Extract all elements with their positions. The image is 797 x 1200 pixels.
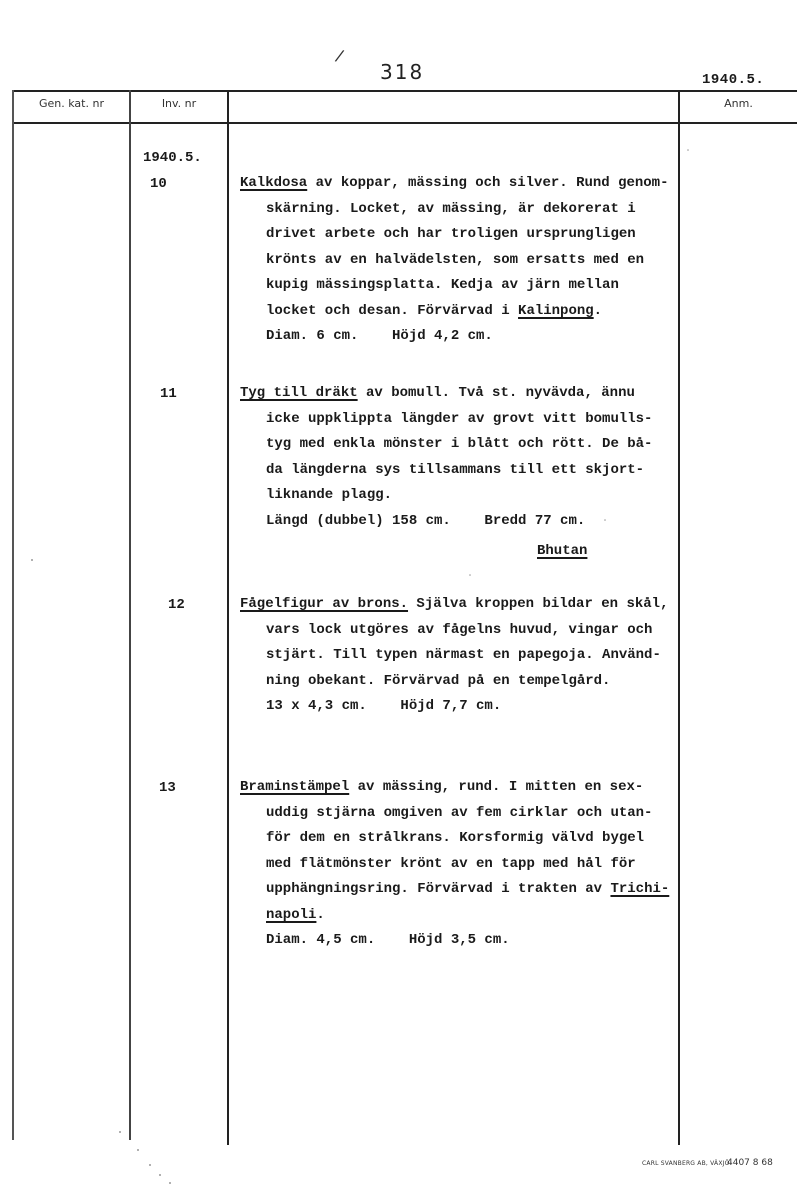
entry-description — [240, 592, 700, 720]
entry-title: Fågelfigur av brons. — [240, 596, 409, 612]
entry-text: upphängningsring. Förvärvad i trakten av — [266, 881, 611, 897]
entry-line: drivet arbete och har troligen ursprungligen — [266, 226, 636, 242]
entry-line — [240, 592, 700, 618]
entry-place: Kalinpong — [518, 302, 594, 319]
inv-number: 13 — [159, 780, 176, 796]
table-left-border — [12, 90, 14, 1140]
page-mark: / — [333, 45, 346, 66]
entry-text: locket och desan. Förvärvad i — [266, 302, 519, 319]
entry-text: . — [593, 302, 603, 319]
entry-line — [240, 381, 700, 407]
entry-line — [240, 877, 700, 903]
entry-dimensions: Längd (dubbel) 158 cm. Bredd 77 cm. — [266, 512, 586, 529]
entry-line: uddig stjärna omgiven av fem cirklar och utan- — [266, 804, 653, 821]
header-inv-nr: Inv. nr — [161, 97, 197, 110]
entry-line — [240, 299, 700, 325]
entry-description — [240, 381, 700, 534]
entry-text: . — [316, 906, 325, 923]
entry-title: Braminstämpel — [240, 779, 350, 795]
entry-text: Själva kroppen bildar en skål, — [408, 596, 669, 612]
entry-line: skärning. Locket, av mässing, är dekorerat i — [266, 200, 636, 217]
entry-text: av koppar, mässing och silver. Rund genom- — [307, 175, 669, 191]
header-anm: Anm. — [724, 97, 753, 110]
header-gen-kat-nr: Gen. kat. nr — [39, 97, 104, 110]
accession-header: 1940.5. — [702, 72, 765, 88]
printer-imprint: CARL SVANBERG AB, VÄXJÖ — [642, 1160, 730, 1167]
column-divider-gen-inv — [129, 90, 131, 1140]
entry-line: tyg med enkla mönster i blått och rött. De bå- — [266, 436, 653, 452]
entry-place-continued: napoli — [266, 906, 317, 923]
entry-description — [240, 171, 700, 350]
entry-line — [240, 775, 700, 801]
inventory-year: 1940.5. — [143, 150, 202, 166]
entry-dimensions: 13 x 4,3 cm. Höjd 7,7 cm. — [266, 698, 502, 714]
inv-number: 10 — [150, 176, 167, 192]
entry-line: icke uppklippta längder av grovt vitt bomulls- — [266, 410, 653, 427]
entry-text: av mässing, rund. I mitten en sex- — [349, 779, 644, 795]
inv-number: 12 — [168, 597, 185, 613]
entry-line: för dem en strålkrans. Korsformig välvd bygel — [266, 830, 645, 846]
entry-place: Bhutan — [537, 543, 588, 559]
entry-line: med flätmönster krönt av en tapp med hål för — [266, 855, 636, 872]
entry-description — [240, 775, 700, 954]
entry-line: da längderna sys tillsammans till ett skjort- — [266, 461, 645, 478]
entry-dimensions: Diam. 4,5 cm. Höjd 3,5 cm. — [266, 932, 510, 948]
entry-dimensions: Diam. 6 cm. Höjd 4,2 cm. — [266, 328, 493, 344]
entry-line: vars lock utgöres av fågelns huvud, vingar och — [266, 621, 653, 638]
entry-line — [240, 903, 700, 929]
column-divider-inv-description — [227, 90, 229, 1145]
entry-line: ning obekant. Förvärvad på en tempelgård. — [266, 672, 611, 689]
entry-text: av bomull. Två st. nyvävda, ännu — [357, 385, 635, 401]
page-number: 318 — [380, 60, 425, 84]
entry-line: krönts av en halvädelsten, som ersatts med en — [266, 251, 645, 268]
entry-line: kupig mässingsplatta. Kedja av järn mellan — [266, 277, 619, 293]
inv-number: 11 — [160, 386, 177, 402]
entry-line — [240, 171, 700, 197]
entry-place: Trichi- — [610, 881, 670, 897]
entry-title: Kalkdosa — [240, 175, 308, 191]
entry-line: liknande plagg. — [266, 487, 393, 503]
form-code: 4407 8 68 — [727, 1158, 773, 1168]
entry-title: Tyg till dräkt — [240, 385, 358, 401]
entry-line: stjärt. Till typen närmast en papegoja. Använd- — [266, 647, 661, 663]
